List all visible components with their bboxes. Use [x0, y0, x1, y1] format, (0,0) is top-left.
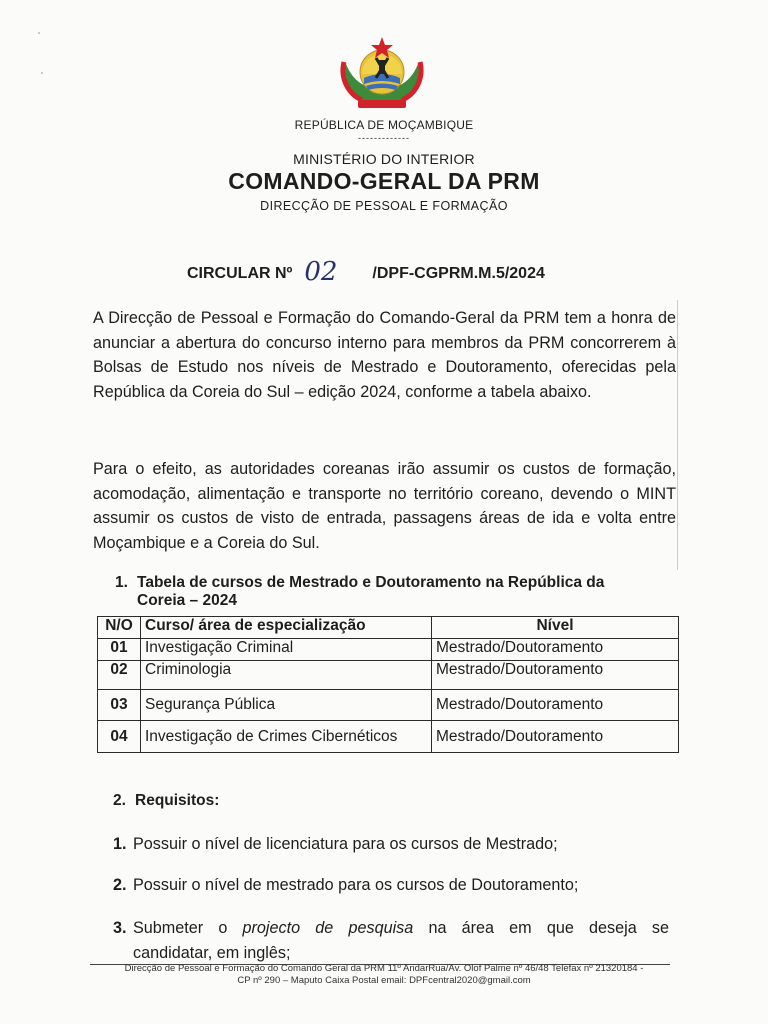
circular-reference: /DPF-CGPRM.M.5/2024: [372, 265, 545, 282]
section-title-line2: Coreia – 2024: [137, 592, 237, 609]
row-course: Criminologia: [141, 661, 432, 690]
scan-margin-line: [677, 300, 678, 570]
requirement-number: 1.: [113, 835, 127, 853]
table-row: [98, 721, 679, 753]
requirements-title: [113, 792, 219, 810]
column-header-number: N/O: [98, 617, 141, 639]
intro-paragraph: A Direcção de Pessoal e Formação do Comando-Geral da PRM tem a honra de anunciar a abertura do concurso interno para membros da PRM concorrerem à Bolsas de Estudo nos níveis de Mestrado e Doutoramento, oferecidas pela República da Coreia do Sul – edição 2024, conforme a tabela abaixo.: [93, 309, 676, 401]
row-number: 01: [98, 639, 141, 661]
footer-address-line: Direcção de Pessoal e Formação do Comando Geral da PRM 11º AndarRua/Av. Olof Palme nº 46/48 Telefax nº 21320184 -: [124, 963, 644, 974]
requirement-text-line2: candidatar, em inglês;: [133, 944, 291, 962]
page-footer: [0, 963, 768, 986]
table-row: [98, 661, 679, 690]
header-separator: -------------: [358, 133, 410, 143]
table-row: [98, 690, 679, 721]
ministry-name: MINISTÉRIO DO INTERIOR: [293, 151, 475, 167]
column-header-course: Curso/ área de especialização: [141, 617, 432, 639]
section-title-line1: Tabela de cursos de Mestrado e Doutoramento na República da: [137, 574, 605, 591]
circular-number: 02: [304, 257, 338, 287]
section-title: Requisitos:: [135, 792, 220, 809]
table-row: [98, 639, 679, 661]
direction-name: DIRECÇÃO DE PESSOAL E FORMAÇÃO: [260, 199, 508, 213]
row-level: Mestrado/Doutoramento: [432, 721, 679, 753]
scan-speck: [38, 32, 40, 34]
row-level: Mestrado/Doutoramento: [432, 639, 679, 661]
republic-name: REPÚBLICA DE MOÇAMBIQUE: [294, 118, 474, 132]
requirement-item: [113, 916, 669, 966]
requirement-item: [113, 832, 669, 857]
requirement-text-italic: projecto de pesquisa: [242, 919, 414, 937]
command-title: COMANDO-GERAL DA PRM: [228, 168, 540, 194]
requirement-text: Possuir o nível de licenciatura para os cursos de Mestrado;: [133, 835, 558, 853]
column-header-level: Nível: [432, 617, 679, 639]
row-course: Investigação Criminal: [141, 639, 432, 661]
row-number: 03: [98, 690, 141, 721]
table-header-row: [98, 617, 679, 639]
requirement-number: 2.: [113, 876, 127, 894]
mozambique-coat-of-arms-icon: [336, 34, 428, 114]
requirement-number: 3.: [113, 919, 127, 937]
row-number: 04: [98, 721, 141, 753]
requirement-text-line1: [113, 916, 669, 941]
section-table-title: [115, 574, 675, 610]
scan-speck: [41, 72, 43, 74]
requirement-text-after: na área em que deseja se: [428, 919, 669, 937]
section-number: 2.: [113, 792, 126, 809]
costs-paragraph: Para o efeito, as autoridades coreanas irão assumir os custos de formação, acomodação, alimentação e transporte no território coreano, devendo o MINT assumir os custos de visto de entrada, passagens áreas de ida e volta entre Moçambique e a Coreia do Sul.: [93, 460, 676, 552]
footer-contact-line: CP nº 290 – Maputo Caixa Postal email: DPFcentral2020@gmail.com: [237, 974, 531, 986]
row-level: Mestrado/Doutoramento: [432, 661, 679, 690]
circular-label: CIRCULAR Nº: [187, 265, 293, 282]
row-number: 02: [98, 661, 141, 690]
circular-heading: [187, 255, 545, 285]
courses-table: [97, 616, 679, 753]
section-number: 1.: [115, 574, 128, 591]
row-course: Segurança Pública: [141, 690, 432, 721]
row-course: Investigação de Crimes Cibernéticos: [141, 721, 432, 753]
requirement-text: Possuir o nível de mestrado para os cursos de Doutoramento;: [133, 876, 579, 894]
row-level: Mestrado/Doutoramento: [432, 690, 679, 721]
requirement-item: [113, 873, 669, 898]
requirement-text-before: Submeter o: [133, 919, 228, 937]
